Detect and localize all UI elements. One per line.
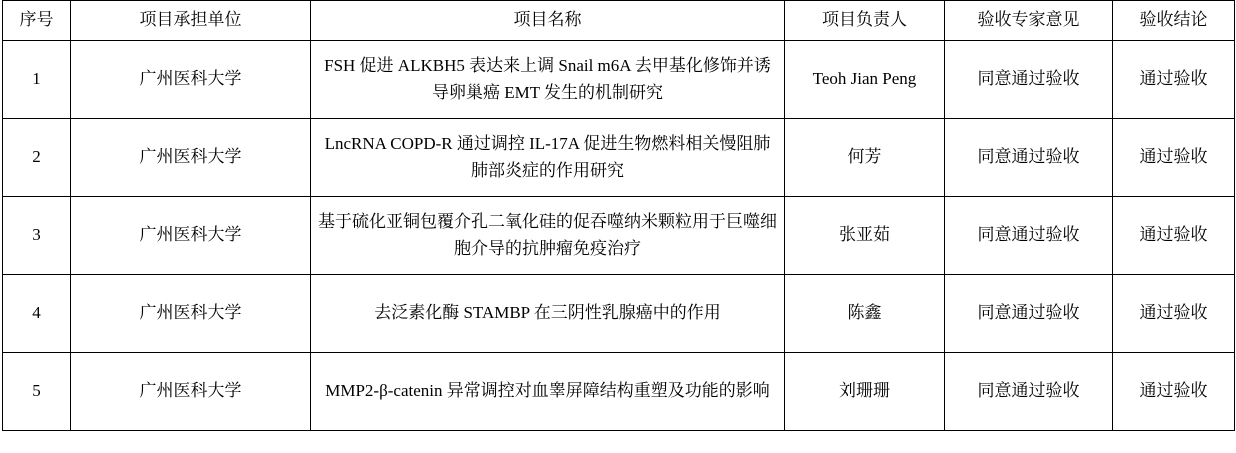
cell-leader: 刘珊珊 bbox=[785, 353, 945, 431]
cell-leader: 张亚茹 bbox=[785, 197, 945, 275]
cell-project-name: FSH 促进 ALKBH5 表达来上调 Snail m6A 去甲基化修饰并诱导卵巢癌 EMT 发生的机制研究 bbox=[311, 41, 785, 119]
cell-unit: 广州医科大学 bbox=[71, 197, 311, 275]
table-row bbox=[3, 119, 1235, 197]
cell-unit: 广州医科大学 bbox=[71, 119, 311, 197]
table-header-row bbox=[3, 1, 1235, 41]
column-header-expert-opinion: 验收专家意见 bbox=[945, 1, 1113, 41]
cell-leader: 何芳 bbox=[785, 119, 945, 197]
cell-leader: 陈鑫 bbox=[785, 275, 945, 353]
cell-expert-opinion: 同意通过验收 bbox=[945, 353, 1113, 431]
cell-index: 5 bbox=[3, 353, 71, 431]
cell-expert-opinion: 同意通过验收 bbox=[945, 275, 1113, 353]
cell-conclusion: 通过验收 bbox=[1113, 119, 1235, 197]
cell-index: 2 bbox=[3, 119, 71, 197]
cell-conclusion: 通过验收 bbox=[1113, 197, 1235, 275]
cell-index: 3 bbox=[3, 197, 71, 275]
column-header-unit: 项目承担单位 bbox=[71, 1, 311, 41]
column-header-leader: 项目负责人 bbox=[785, 1, 945, 41]
column-header-index: 序号 bbox=[3, 1, 71, 41]
cell-index: 1 bbox=[3, 41, 71, 119]
column-header-project-name: 项目名称 bbox=[311, 1, 785, 41]
cell-expert-opinion: 同意通过验收 bbox=[945, 197, 1113, 275]
cell-project-name: 去泛素化酶 STAMBP 在三阴性乳腺癌中的作用 bbox=[311, 275, 785, 353]
cell-expert-opinion: 同意通过验收 bbox=[945, 41, 1113, 119]
cell-leader: Teoh Jian Peng bbox=[785, 41, 945, 119]
table-row bbox=[3, 41, 1235, 119]
cell-expert-opinion: 同意通过验收 bbox=[945, 119, 1113, 197]
table-row bbox=[3, 197, 1235, 275]
table-row bbox=[3, 275, 1235, 353]
cell-conclusion: 通过验收 bbox=[1113, 275, 1235, 353]
column-header-conclusion: 验收结论 bbox=[1113, 1, 1235, 41]
cell-project-name: LncRNA COPD-R 通过调控 IL-17A 促进生物燃料相关慢阻肺肺部炎症的作用研究 bbox=[311, 119, 785, 197]
cell-unit: 广州医科大学 bbox=[71, 275, 311, 353]
cell-conclusion: 通过验收 bbox=[1113, 353, 1235, 431]
table-body bbox=[3, 41, 1235, 431]
project-acceptance-table bbox=[2, 0, 1235, 431]
cell-unit: 广州医科大学 bbox=[71, 353, 311, 431]
cell-index: 4 bbox=[3, 275, 71, 353]
cell-project-name: MMP2-β-catenin 异常调控对血睾屏障结构重塑及功能的影响 bbox=[311, 353, 785, 431]
cell-project-name: 基于硫化亚铜包覆介孔二氧化硅的促吞噬纳米颗粒用于巨噬细胞介导的抗肿瘤免疫治疗 bbox=[311, 197, 785, 275]
table-row bbox=[3, 353, 1235, 431]
cell-conclusion: 通过验收 bbox=[1113, 41, 1235, 119]
table-header bbox=[3, 1, 1235, 41]
cell-unit: 广州医科大学 bbox=[71, 41, 311, 119]
